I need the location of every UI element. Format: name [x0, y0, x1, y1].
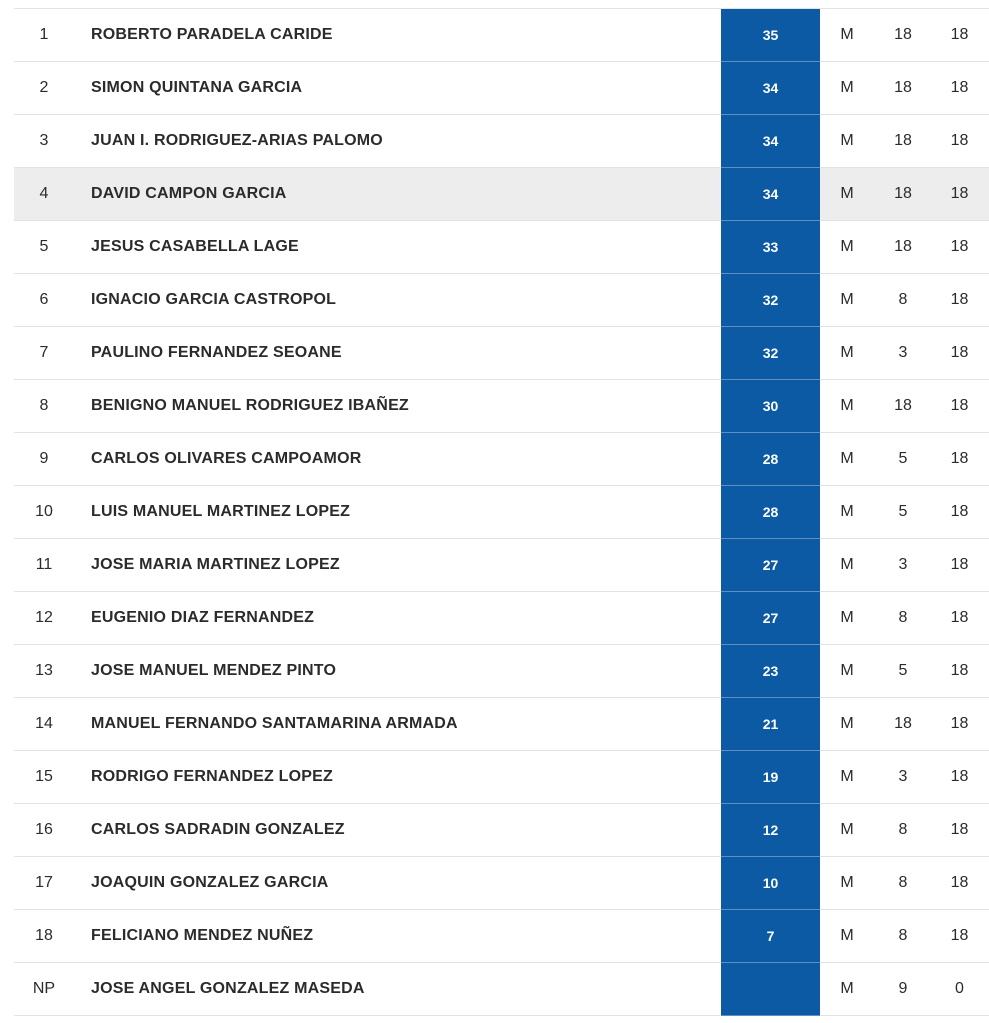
value-a-cell: 8 [874, 804, 932, 857]
table-row[interactable] [14, 168, 989, 221]
category-cell: M [820, 221, 874, 274]
position-cell: 10 [14, 486, 74, 539]
score-cell: 27 [721, 592, 820, 645]
table-row[interactable] [14, 751, 989, 804]
value-b-cell: 18 [932, 486, 989, 539]
value-b-cell: 18 [932, 9, 989, 62]
value-a-cell: 5 [874, 645, 932, 698]
table-row[interactable] [14, 592, 989, 645]
position-cell: 3 [14, 115, 74, 168]
position-cell: 12 [14, 592, 74, 645]
player-name-cell: JOAQUIN GONZALEZ GARCIA [74, 857, 721, 910]
value-a-cell: 8 [874, 592, 932, 645]
table-row[interactable] [14, 486, 989, 539]
category-cell: M [820, 857, 874, 910]
score-cell: 10 [721, 857, 820, 910]
position-cell: 11 [14, 539, 74, 592]
position-cell: 8 [14, 380, 74, 433]
category-cell: M [820, 62, 874, 115]
table-row[interactable] [14, 963, 989, 1016]
value-a-cell: 8 [874, 274, 932, 327]
score-cell: 35 [721, 9, 820, 62]
score-cell: 34 [721, 115, 820, 168]
value-b-cell: 18 [932, 910, 989, 963]
position-cell: 15 [14, 751, 74, 804]
player-name-cell: SIMON QUINTANA GARCIA [74, 62, 721, 115]
player-name-cell: CARLOS SADRADIN GONZALEZ [74, 804, 721, 857]
position-cell: NP [14, 963, 74, 1016]
table-row[interactable] [14, 274, 989, 327]
position-cell: 6 [14, 274, 74, 327]
value-a-cell: 3 [874, 751, 932, 804]
position-cell: 13 [14, 645, 74, 698]
player-name-cell: EUGENIO DIAZ FERNANDEZ [74, 592, 721, 645]
position-cell: 18 [14, 910, 74, 963]
value-a-cell: 18 [874, 62, 932, 115]
results-table [14, 8, 989, 1016]
value-a-cell: 18 [874, 221, 932, 274]
category-cell: M [820, 168, 874, 221]
category-cell: M [820, 274, 874, 327]
value-b-cell: 18 [932, 221, 989, 274]
category-cell: M [820, 327, 874, 380]
player-name-cell: ROBERTO PARADELA CARIDE [74, 9, 721, 62]
player-name-cell: JUAN I. RODRIGUEZ-ARIAS PALOMO [74, 115, 721, 168]
score-cell: 34 [721, 62, 820, 115]
value-b-cell: 18 [932, 62, 989, 115]
score-cell [721, 963, 820, 1016]
value-b-cell: 18 [932, 274, 989, 327]
position-cell: 2 [14, 62, 74, 115]
value-b-cell: 18 [932, 645, 989, 698]
table-row[interactable] [14, 645, 989, 698]
value-b-cell: 0 [932, 963, 989, 1016]
value-b-cell: 18 [932, 327, 989, 380]
player-name-cell: CARLOS OLIVARES CAMPOAMOR [74, 433, 721, 486]
category-cell: M [820, 433, 874, 486]
score-cell: 27 [721, 539, 820, 592]
category-cell: M [820, 804, 874, 857]
player-name-cell: JOSE MANUEL MENDEZ PINTO [74, 645, 721, 698]
position-cell: 17 [14, 857, 74, 910]
category-cell: M [820, 645, 874, 698]
table-row[interactable] [14, 62, 989, 115]
position-cell: 7 [14, 327, 74, 380]
score-cell: 23 [721, 645, 820, 698]
results-table-body [14, 9, 989, 1016]
position-cell: 14 [14, 698, 74, 751]
value-b-cell: 18 [932, 168, 989, 221]
score-cell: 33 [721, 221, 820, 274]
score-cell: 30 [721, 380, 820, 433]
table-row[interactable] [14, 804, 989, 857]
player-name-cell: IGNACIO GARCIA CASTROPOL [74, 274, 721, 327]
value-a-cell: 9 [874, 963, 932, 1016]
player-name-cell: PAULINO FERNANDEZ SEOANE [74, 327, 721, 380]
value-a-cell: 18 [874, 698, 932, 751]
table-row[interactable] [14, 327, 989, 380]
table-row[interactable] [14, 115, 989, 168]
table-row[interactable] [14, 698, 989, 751]
table-row[interactable] [14, 221, 989, 274]
category-cell: M [820, 486, 874, 539]
value-a-cell: 3 [874, 539, 932, 592]
category-cell: M [820, 539, 874, 592]
category-cell: M [820, 9, 874, 62]
value-a-cell: 18 [874, 115, 932, 168]
score-cell: 21 [721, 698, 820, 751]
score-cell: 7 [721, 910, 820, 963]
value-b-cell: 18 [932, 592, 989, 645]
category-cell: M [820, 751, 874, 804]
category-cell: M [820, 963, 874, 1016]
player-name-cell: DAVID CAMPON GARCIA [74, 168, 721, 221]
score-cell: 32 [721, 274, 820, 327]
value-a-cell: 8 [874, 910, 932, 963]
position-cell: 5 [14, 221, 74, 274]
category-cell: M [820, 910, 874, 963]
value-b-cell: 18 [932, 380, 989, 433]
table-row[interactable] [14, 9, 989, 62]
player-name-cell: RODRIGO FERNANDEZ LOPEZ [74, 751, 721, 804]
score-cell: 19 [721, 751, 820, 804]
table-row[interactable] [14, 910, 989, 963]
player-name-cell: BENIGNO MANUEL RODRIGUEZ IBAÑEZ [74, 380, 721, 433]
value-a-cell: 18 [874, 168, 932, 221]
player-name-cell: JESUS CASABELLA LAGE [74, 221, 721, 274]
value-b-cell: 18 [932, 698, 989, 751]
value-b-cell: 18 [932, 433, 989, 486]
category-cell: M [820, 115, 874, 168]
position-cell: 9 [14, 433, 74, 486]
value-b-cell: 18 [932, 539, 989, 592]
position-cell: 16 [14, 804, 74, 857]
score-cell: 12 [721, 804, 820, 857]
table-row[interactable] [14, 380, 989, 433]
category-cell: M [820, 698, 874, 751]
category-cell: M [820, 592, 874, 645]
value-a-cell: 5 [874, 486, 932, 539]
category-cell: M [820, 380, 874, 433]
value-b-cell: 18 [932, 804, 989, 857]
value-a-cell: 8 [874, 857, 932, 910]
score-cell: 32 [721, 327, 820, 380]
table-row[interactable] [14, 539, 989, 592]
value-b-cell: 18 [932, 857, 989, 910]
value-a-cell: 18 [874, 380, 932, 433]
score-cell: 28 [721, 486, 820, 539]
value-b-cell: 18 [932, 115, 989, 168]
score-cell: 34 [721, 168, 820, 221]
score-cell: 28 [721, 433, 820, 486]
position-cell: 4 [14, 168, 74, 221]
player-name-cell: MANUEL FERNANDO SANTAMARINA ARMADA [74, 698, 721, 751]
player-name-cell: JOSE ANGEL GONZALEZ MASEDA [74, 963, 721, 1016]
position-cell: 1 [14, 9, 74, 62]
value-b-cell: 18 [932, 751, 989, 804]
table-row[interactable] [14, 433, 989, 486]
value-a-cell: 5 [874, 433, 932, 486]
table-row[interactable] [14, 857, 989, 910]
player-name-cell: JOSE MARIA MARTINEZ LOPEZ [74, 539, 721, 592]
player-name-cell: FELICIANO MENDEZ NUÑEZ [74, 910, 721, 963]
value-a-cell: 3 [874, 327, 932, 380]
value-a-cell: 18 [874, 9, 932, 62]
player-name-cell: LUIS MANUEL MARTINEZ LOPEZ [74, 486, 721, 539]
